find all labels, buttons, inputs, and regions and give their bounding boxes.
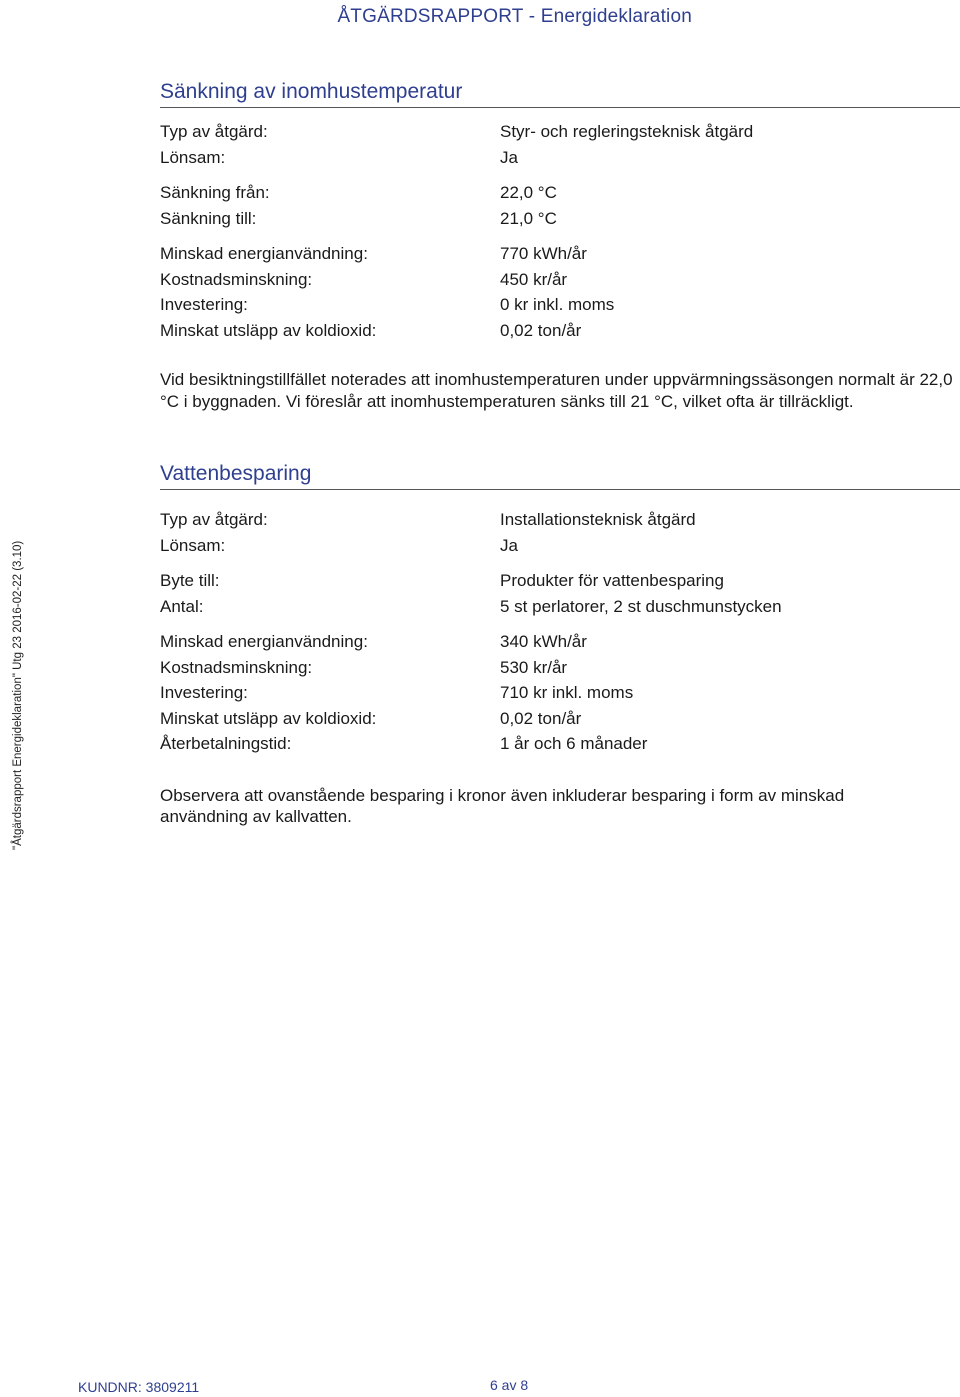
field-row <box>160 731 960 757</box>
field-label: Lönsam: <box>160 147 226 167</box>
group-gap <box>160 170 960 180</box>
field-value: Ja <box>500 535 518 555</box>
field-row <box>160 594 960 620</box>
page-number: 6 av 8 <box>490 1377 529 1393</box>
group-gap <box>160 619 960 629</box>
field-value: 340 kWh/år <box>500 632 587 651</box>
field-label: Antal: <box>160 596 204 616</box>
field-label: Investering: <box>160 683 248 702</box>
field-label: Byte till: <box>160 571 220 590</box>
field-label: Sänkning till: <box>160 208 257 228</box>
field-label: Kostnadsminskning: <box>160 657 313 677</box>
field-value: Installationsteknisk åtgärd <box>500 510 696 529</box>
field-label: Minskad energianvändning: <box>160 244 368 263</box>
field-label: Lönsam: <box>160 535 226 555</box>
field-row <box>160 568 960 594</box>
field-row <box>160 119 960 145</box>
section-water-saving <box>160 460 960 828</box>
field-label: Minskat utsläpp av koldioxid: <box>160 708 377 728</box>
field-row <box>160 507 960 533</box>
field-value: 530 kr/år <box>500 657 568 677</box>
field-value: 21,0 °C <box>500 208 557 228</box>
section-rows <box>160 507 960 757</box>
group-gap <box>160 558 960 568</box>
section-title: Vattenbesparing <box>160 460 960 490</box>
field-row <box>160 629 960 655</box>
field-label: Minskat utsläpp av koldioxid: <box>160 320 377 340</box>
field-label: Typ av åtgärd: <box>160 122 268 141</box>
field-value: 22,0 °C <box>500 183 557 202</box>
field-row <box>160 180 960 206</box>
field-label: Minskad energianvändning: <box>160 632 368 651</box>
field-row <box>160 206 960 232</box>
field-row <box>160 145 960 171</box>
section-title: Sänkning av inomhustemperatur <box>160 78 960 108</box>
field-value: 710 kr inkl. moms <box>500 683 634 702</box>
section-rows <box>160 119 960 343</box>
field-value: 1 år och 6 månader <box>500 734 648 753</box>
field-value: 5 st perlatorer, 2 st duschmunstycken <box>500 596 782 616</box>
field-row <box>160 680 960 706</box>
field-row <box>160 533 960 559</box>
field-row <box>160 706 960 732</box>
field-label: Kostnadsminskning: <box>160 269 313 289</box>
field-row <box>160 318 960 344</box>
field-value: 450 kr/år <box>500 269 568 289</box>
field-value: 0,02 ton/år <box>500 708 582 728</box>
field-value: 0 kr inkl. moms <box>500 295 615 314</box>
field-value: Ja <box>500 147 518 167</box>
group-gap <box>160 231 960 241</box>
customer-number: KUNDNR: 3809211 <box>78 1379 200 1395</box>
field-row <box>160 655 960 681</box>
field-row <box>160 241 960 267</box>
field-label: Typ av åtgärd: <box>160 510 268 529</box>
document-version-text: "Åtgärdsrapport Energideklaration" Utg 23 2016-02-22 (3.10) <box>12 540 24 850</box>
section-temperature-reduction <box>160 78 960 412</box>
field-label: Sänkning från: <box>160 183 270 202</box>
field-row <box>160 292 960 318</box>
section-note: Vid besiktningstillfället noterades att inomhustemperaturen under uppvärmningssäsongen normalt är 22,0 °C i byggnaden. Vi föreslår att inomhustemperaturen sänks till 21 °C, vilket ofta är tillräckligt. <box>160 370 953 411</box>
field-value: Produkter för vattenbesparing <box>500 571 724 590</box>
field-value: 770 kWh/år <box>500 244 587 263</box>
field-label: Investering: <box>160 295 248 314</box>
report-title: ÅTGÄRDSRAPPORT - Energideklaration <box>337 6 692 27</box>
field-row <box>160 267 960 293</box>
section-note: Observera att ovanstående besparing i kronor även inkluderar besparing i form av minskad användning av kallvatten. <box>160 785 845 826</box>
field-value: Styr- och regleringsteknisk åtgärd <box>500 122 754 141</box>
field-label: Återbetalningstid: <box>160 734 292 753</box>
field-value: 0,02 ton/år <box>500 320 582 340</box>
